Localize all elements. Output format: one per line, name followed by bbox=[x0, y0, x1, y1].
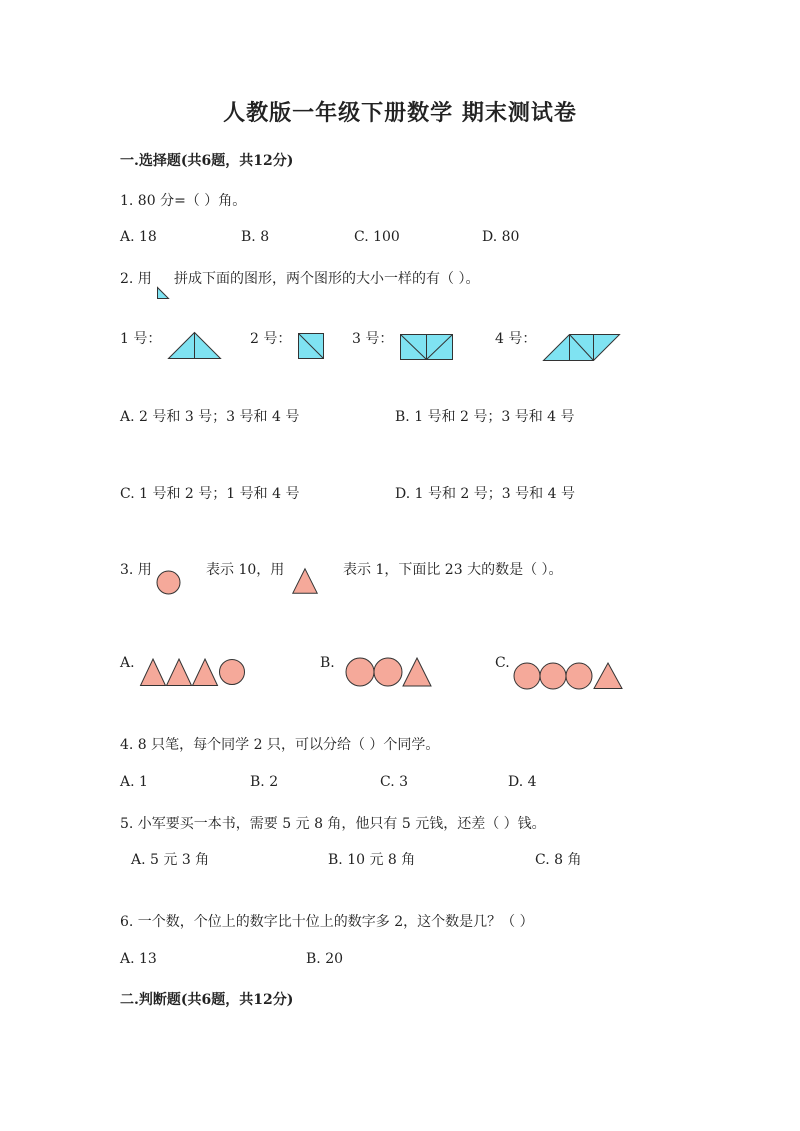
question-2-stem-start: 2. 用 bbox=[120, 271, 152, 287]
q4-option-a[interactable]: A. 1 bbox=[120, 774, 148, 790]
figure-3-rectangle-shape bbox=[400, 334, 454, 361]
question-3-stem-end: 表示 1，下面比 23 大的数是（ ）。 bbox=[343, 562, 563, 578]
q6-option-a[interactable]: A. 13 bbox=[120, 951, 157, 967]
section-heading-choice: 一.选择题(共6题，共12分) bbox=[120, 153, 294, 169]
figure-4-parallelogram-shape bbox=[543, 334, 620, 361]
q1-option-a[interactable]: A. 18 bbox=[120, 229, 157, 245]
q6-option-b[interactable]: B. 20 bbox=[306, 951, 344, 967]
q2-option-b[interactable]: B. 1 号和 2 号；3 号和 4 号 bbox=[395, 409, 575, 425]
q3-option-b-shapes[interactable] bbox=[345, 657, 432, 687]
figure-4-label: 4 号： bbox=[495, 331, 537, 347]
question-2-stem-end: 拼成下面的图形，两个图形的大小一样的有（ ）。 bbox=[174, 271, 480, 287]
question-1-stem: 1. 80 分=（ ）角。 bbox=[120, 193, 247, 209]
figure-2-square-shape bbox=[298, 333, 325, 360]
figure-3-label: 3 号： bbox=[352, 331, 394, 347]
q3-option-b-label[interactable]: B. bbox=[320, 655, 335, 671]
q3-option-c-label[interactable]: C. bbox=[495, 655, 510, 671]
q1-option-b[interactable]: B. 8 bbox=[241, 229, 270, 245]
question-5-stem: 5. 小军要买一本书，需要 5 元 8 角，他只有 5 元钱，还差（ ）钱。 bbox=[120, 816, 546, 832]
q4-option-d[interactable]: D. 4 bbox=[508, 774, 537, 790]
q2-option-c[interactable]: C. 1 号和 2 号；1 号和 4 号 bbox=[120, 486, 300, 502]
q5-option-c[interactable]: C. 8 角 bbox=[535, 852, 582, 868]
q4-option-b[interactable]: B. 2 bbox=[250, 774, 279, 790]
section-heading-judgment: 二.判断题(共6题，共12分) bbox=[120, 992, 294, 1008]
page-title: 人教版一年级下册数学 期末测试卷 bbox=[223, 100, 577, 126]
figure-1-triangle-shape bbox=[168, 332, 221, 359]
figure-1-label: 1 号： bbox=[120, 331, 162, 347]
question-6-stem: 6. 一个数，个位上的数字比十位上的数字多 2，这个数是几？（ ） bbox=[120, 914, 534, 930]
q3-option-c-shapes[interactable] bbox=[513, 662, 623, 690]
q5-option-b[interactable]: B. 10 元 8 角 bbox=[328, 852, 416, 868]
q1-option-c[interactable]: C. 100 bbox=[354, 229, 400, 245]
q5-option-a[interactable]: A. 5 元 3 角 bbox=[131, 852, 210, 868]
q2-option-a[interactable]: A. 2 号和 3 号；3 号和 4 号 bbox=[120, 409, 300, 425]
question-3-stem-middle: 表示 10，用 bbox=[206, 562, 285, 578]
circle-ten-icon bbox=[156, 570, 181, 595]
q1-option-d[interactable]: D. 80 bbox=[482, 229, 520, 245]
triangle-one-icon bbox=[292, 568, 318, 594]
q3-option-a-label[interactable]: A. bbox=[120, 655, 135, 671]
small-right-triangle-icon bbox=[157, 287, 169, 299]
q4-option-c[interactable]: C. 3 bbox=[380, 774, 409, 790]
question-3-stem-start: 3. 用 bbox=[120, 562, 152, 578]
figure-2-label: 2 号： bbox=[250, 331, 292, 347]
question-4-stem: 4. 8 只笔，每个同学 2 只，可以分给（ ）个同学。 bbox=[120, 737, 440, 753]
q2-option-d[interactable]: D. 1 号和 2 号；3 号和 4 号 bbox=[395, 486, 575, 502]
q3-option-a-shapes[interactable] bbox=[140, 658, 246, 687]
